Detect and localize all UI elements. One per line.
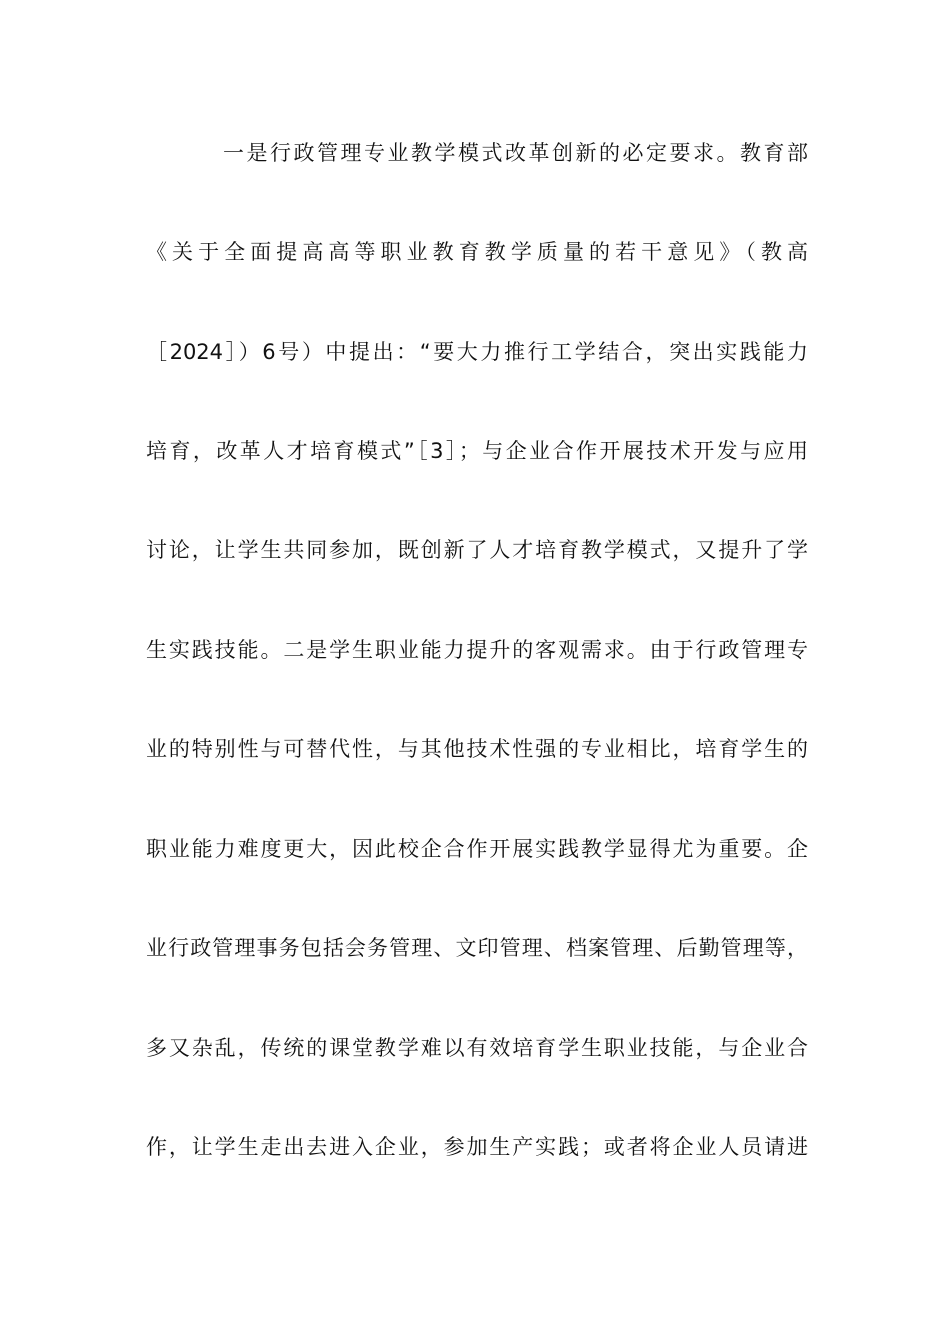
paragraph-line: 职业能力难度更大，因此校企合作开展实践教学显得尤为重要。企 [146, 837, 808, 861]
paragraph-line: 业的特别性与可替代性，与其他技术性强的专业相比，培育学生的 [146, 737, 808, 761]
paragraph-line: 讨论，让学生共同参加，既创新了人才培育教学模式，又提升了学 [146, 538, 808, 562]
paragraph-line: 一是行政管理专业教学模式改革创新的必定要求。教育部 [223, 141, 808, 165]
paragraph-line: 培育，改革人才培育模式”［3］；与企业合作开展技术开发与应用 [146, 439, 808, 463]
paragraph-line: 生实践技能。二是学生职业能力提升的客观需求。由于行政管理专 [146, 638, 808, 662]
paragraph-line: 作，让学生走出去进入企业，参加生产实践；或者将企业人员请进 [146, 1135, 808, 1159]
paragraph-line: 《关于全面提高高等职业教育教学质量的若干意见》（教高 [146, 240, 808, 264]
paragraph-line: 多又杂乱，传统的课堂教学难以有效培育学生职业技能，与企业合 [146, 1036, 808, 1060]
paragraph-line: 业行政管理事务包括会务管理、文印管理、档案管理、后勤管理等， [146, 936, 808, 960]
paragraph-line: ［2024］）6号）中提出：“要大力推行工学结合，突出实践能力 [146, 340, 808, 364]
